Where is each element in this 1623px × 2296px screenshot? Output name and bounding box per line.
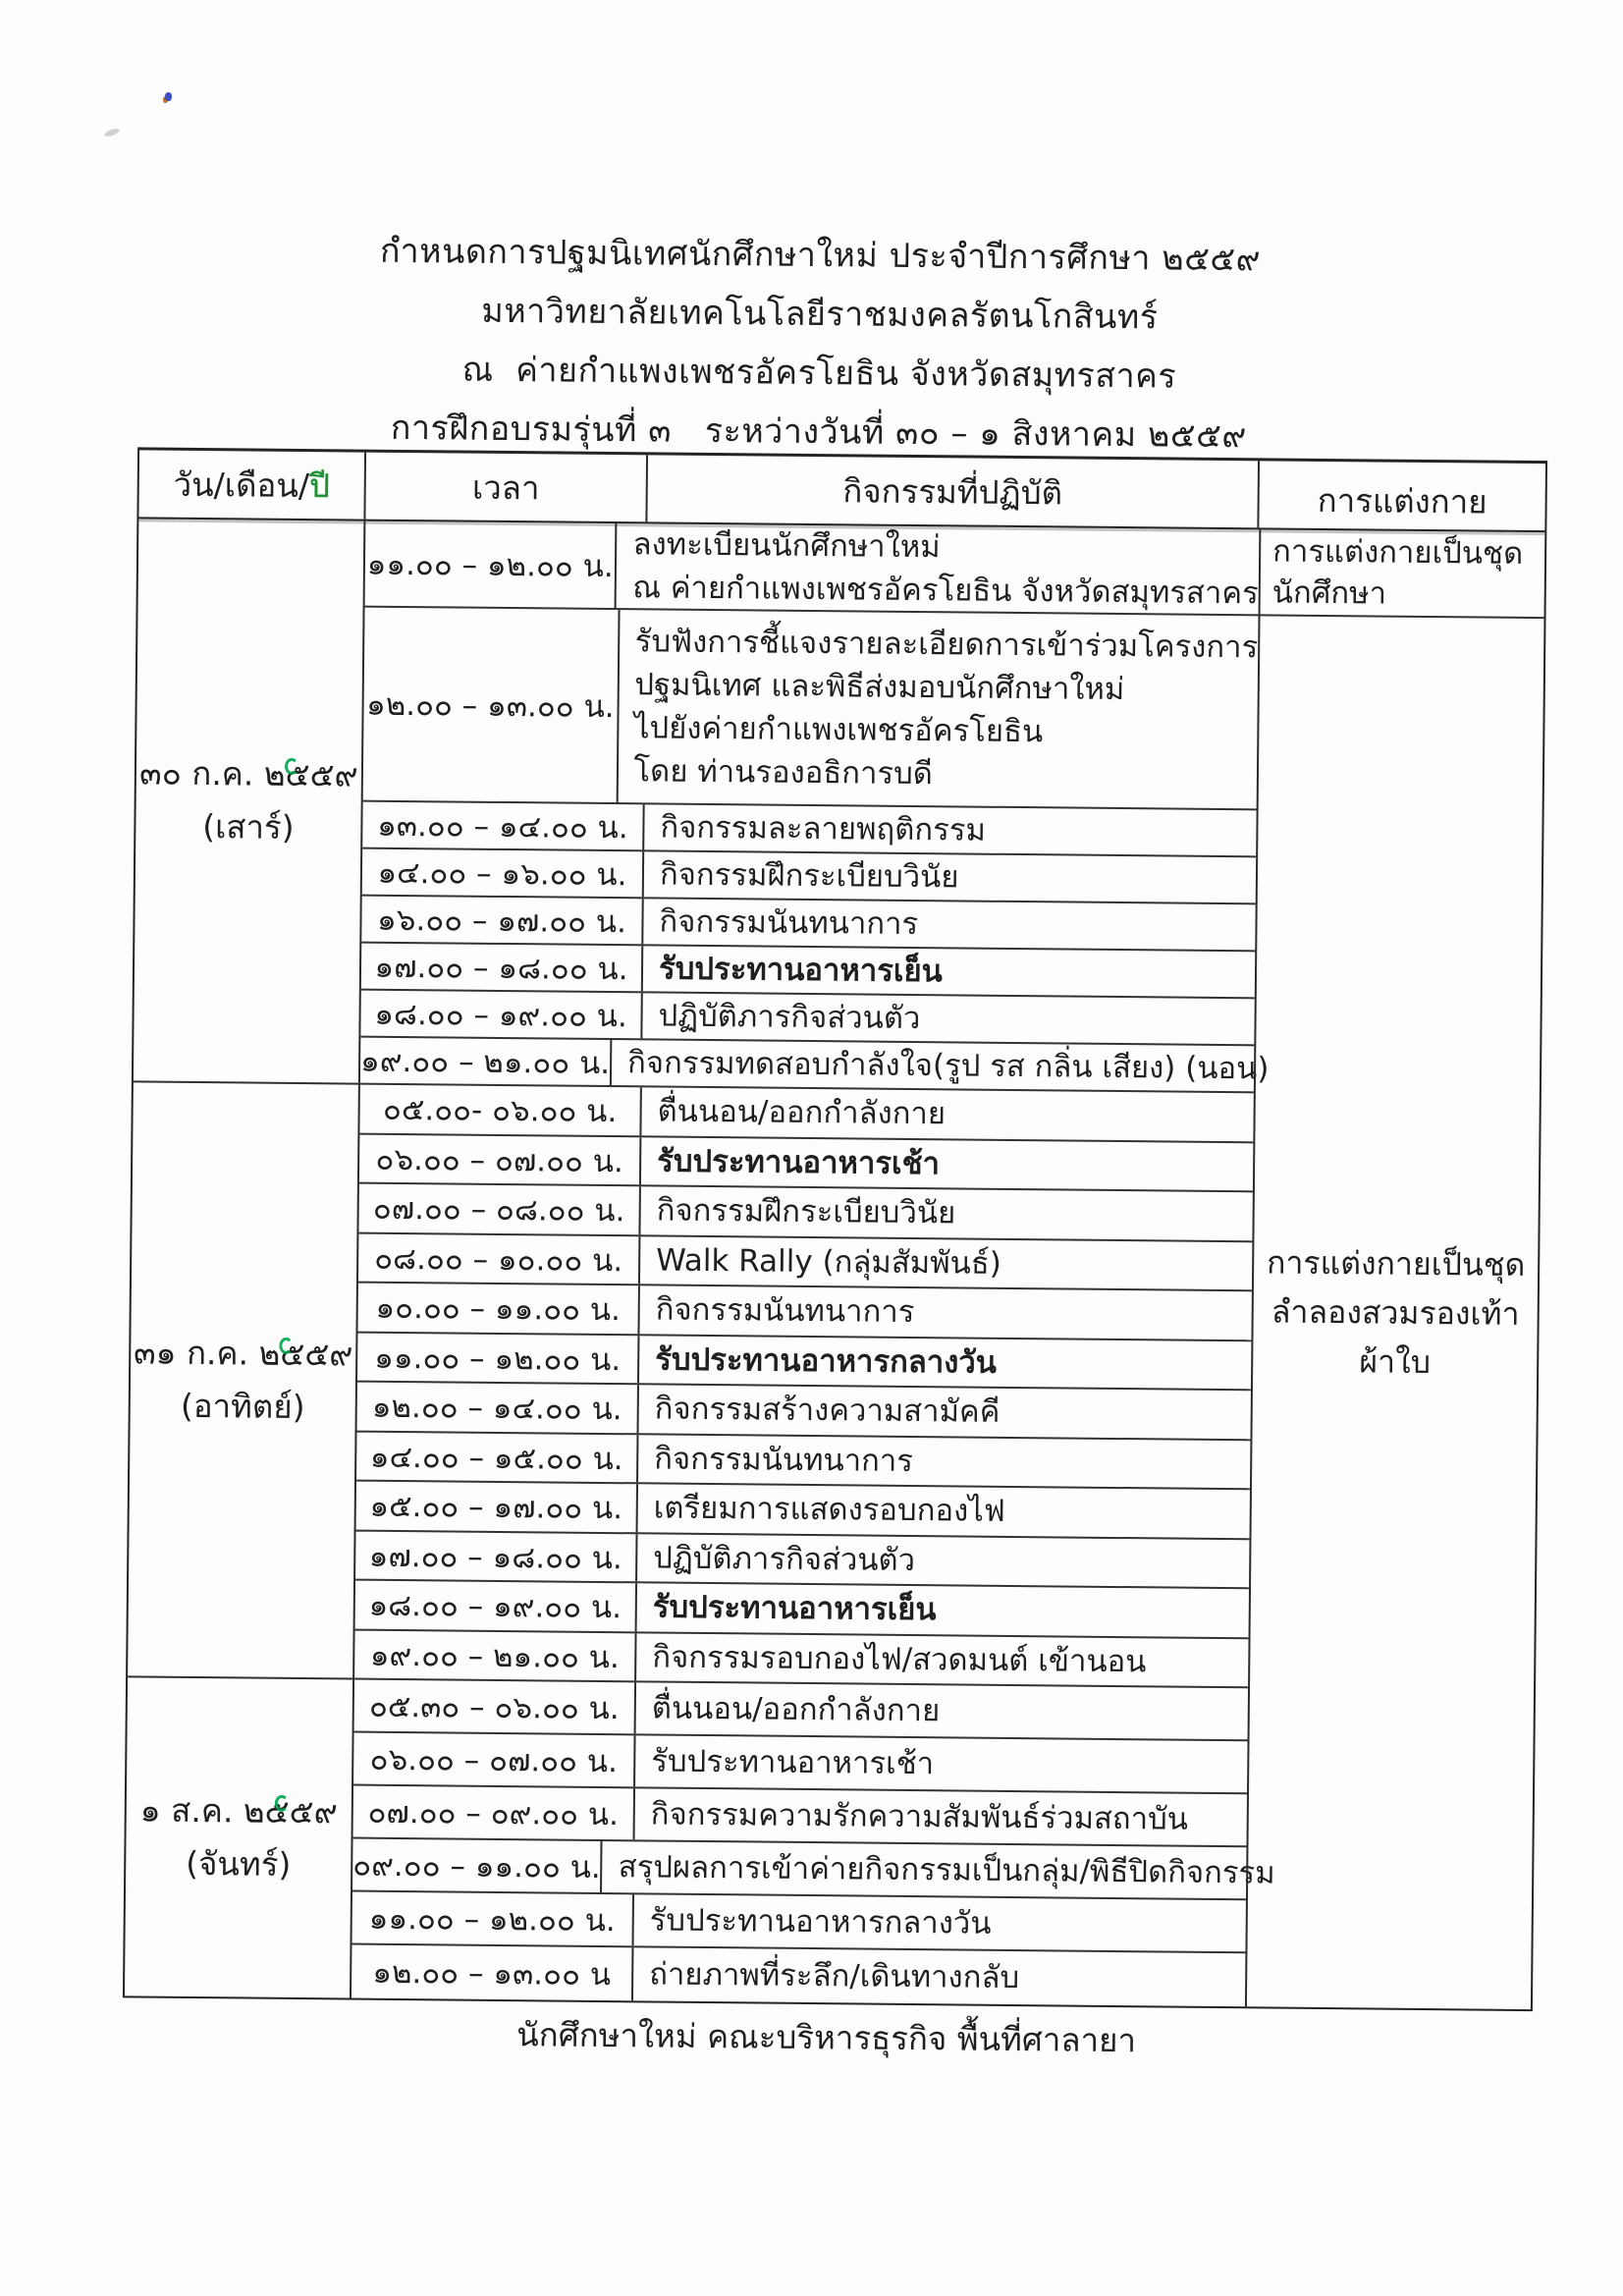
schedule-row	[352, 1839, 1275, 1901]
activity-line: รับประทานอาหารเช้า	[651, 1743, 935, 1782]
title-line-1: กำหนดการปฐมนิเทศนักศึกษาใหม่ ประจำปีการศึกษา ๒๕๕๙	[379, 231, 1262, 280]
time-cell: ๑๕.๐๐ – ๑๗.๐๐ น.	[356, 1482, 638, 1532]
dress-line: ลำลองสวมรองเท้า	[1271, 1292, 1520, 1333]
dress-line: ผ้าใบ	[1359, 1342, 1432, 1382]
activity-line: ปฐมนิเทศ และพิธีส่งมอบนักศึกษาใหม่	[634, 667, 1125, 708]
activity-cell	[636, 1633, 1248, 1686]
time-cell: ๑๙.๐๐ – ๒๑.๐๐ น.	[354, 1630, 636, 1680]
day-weekday: (อาทิตย์)	[180, 1386, 305, 1427]
activity-line: ปฏิบัติภารกิจส่วนตัว	[653, 1540, 916, 1578]
day-cell	[128, 1082, 358, 1679]
header-date-text-green: ปี	[308, 465, 331, 505]
activity-cell	[617, 523, 1259, 614]
schedule-row	[352, 1945, 1245, 2007]
activity-cell	[642, 993, 1254, 1044]
activity-line: กิจกรรมละลายพฤติกรรม	[660, 809, 987, 848]
time-cell: ๑๒.๐๐ – ๑๔.๐๐ น.	[357, 1383, 639, 1433]
activity-cell	[644, 804, 1256, 855]
activity-cell	[639, 1336, 1251, 1389]
activity-line: ณ ค่ายกำแพงเพชรอัครโยธิน จังหวัดสมุทรสาคร	[632, 570, 1259, 612]
time-cell: ๐๖.๐๐ – ๐๗.๐๐ น.	[359, 1134, 641, 1184]
header-date-column	[138, 450, 366, 519]
activity-line: ถ่ายภาพที่ระลึก/เดินทางกลับ	[649, 1956, 1020, 1996]
day-weekday: (จันทร์)	[186, 1843, 292, 1884]
header-dress-column: การแต่งกาย	[1317, 480, 1488, 521]
activity-cell	[638, 1435, 1250, 1488]
time-cell: ๑๗.๐๐ – ๑๘.๐๐ น.	[361, 944, 643, 992]
title-line-3: ณ ค่ายกำแพงเพชรอัครโยธิน จังหวัดสมุทรสาคร	[461, 350, 1177, 397]
schedule-table	[123, 447, 1547, 2011]
time-cell: ๑๐.๐๐ – ๑๑.๐๐ น.	[357, 1284, 639, 1334]
day-column	[125, 519, 365, 1997]
activity-line: ลงทะเบียนนักศึกษาใหม่	[632, 526, 941, 566]
time-cell: ๑๗.๐๐ – ๑๘.๐๐ น.	[355, 1531, 637, 1581]
title-line-2: มหาวิทยาลัยเทคโนโลยีราชมงคลรัตนโกสินทร์	[481, 291, 1159, 338]
activity-line: โดย ท่านรองอธิการบดี	[633, 753, 934, 793]
activity-cell	[639, 1385, 1251, 1438]
time-cell: ๑๑.๐๐ – ๑๒.๐๐ น.	[357, 1333, 639, 1383]
activity-line: กิจกรรมรอบกองไฟ/สวดมนต์ เข้านอน	[652, 1639, 1147, 1680]
activity-cell	[633, 1894, 1245, 1951]
activity-cell	[643, 946, 1255, 997]
day-date: ๑ ส.ค. ๒๕๕๙	[139, 1790, 338, 1831]
schedule-row	[352, 1892, 1245, 1954]
day-cell	[125, 1677, 352, 1997]
header-activity-column: กิจกรรมที่ปฏิบัติ	[647, 455, 1260, 527]
time-cell: ๐๕.๐๐- ๐๖.๐๐ น.	[359, 1085, 641, 1135]
activity-line: รับประทานอาหารเย็น	[652, 1589, 937, 1628]
activity-cell	[640, 1186, 1252, 1239]
activity-cell	[640, 1236, 1252, 1289]
dress-line: การแต่งกายเป็นชุด	[1271, 533, 1524, 572]
activity-line: สรุปผลการเข้าค่ายกิจกรรมเป็นกลุ่ม/พิธีปิดกิจกรรม	[618, 1849, 1275, 1891]
title-line-4: การฝึกอบรมรุ่นที่ ๓ ระหว่างวันที่ ๓๐ – ๑ สิงหาคม ๒๕๕๙	[390, 408, 1247, 457]
time-cell: ๐๖.๐๐ – ๐๗.๐๐ น.	[353, 1733, 635, 1787]
activity-line: รับประทานอาหารกลางวัน	[649, 1902, 992, 1941]
schedule-row	[365, 521, 1260, 617]
activity-cell	[643, 899, 1255, 950]
day-date: ๓๑ ก.ค. ๒๕๕๙	[133, 1333, 353, 1374]
activity-line: รับประทานอาหารเช้า	[656, 1143, 941, 1182]
activity-line: กิจกรรมนันทนาการ	[655, 1291, 915, 1331]
activity-cell	[635, 1735, 1247, 1792]
activity-line: กิจกรรมนันทนาการ	[654, 1441, 914, 1479]
time-cell: ๐๗.๐๐ – ๐๙.๐๐ น.	[353, 1786, 635, 1840]
time-cell: ๑๑.๐๐ – ๑๒.๐๐ น.	[352, 1892, 634, 1946]
time-cell: ๑๙.๐๐ – ๒๑.๐๐ น.	[360, 1038, 612, 1085]
activity-line: เตรียมการแสดงรอบกองไฟ	[653, 1490, 1005, 1530]
time-cell: ๑๘.๐๐ – ๑๙.๐๐ น.	[355, 1581, 637, 1631]
dress-column	[1245, 529, 1544, 2009]
time-cell: ๑๘.๐๐ – ๑๙.๐๐ น.	[360, 991, 642, 1039]
time-cell: ๐๗.๐๐ – ๐๘.๐๐ น.	[358, 1184, 640, 1234]
schedule-row	[353, 1786, 1247, 1848]
dress-line: การแต่งกายเป็นชุด	[1266, 1243, 1526, 1284]
activity-line: ตื่นนอน/ออกกำลังกาย	[657, 1093, 947, 1132]
activity-line: ปฏิบัติภารกิจส่วนตัว	[658, 998, 921, 1037]
schedule-row	[354, 1630, 1248, 1688]
activity-cell	[639, 1285, 1251, 1339]
day-date: ๓๐ ก.ค. ๒๕๕๙	[138, 753, 358, 794]
activity-cell	[637, 1534, 1249, 1587]
activity-line: รับฟังการชี้แจงรายละเอียดการเข้าร่วมโครงการ	[634, 624, 1259, 666]
activity-cell	[638, 1484, 1250, 1537]
day-weekday: (เสาร์)	[202, 807, 295, 847]
activity-cell	[618, 610, 1258, 808]
footer-note: นักศึกษาใหม่ คณะบริหารธุรกิจ พื้นที่ศาลายา	[516, 2015, 1137, 2060]
activity-line: กิจกรรมความรักความสัมพันธ์ร่วมสถาบัน	[650, 1796, 1189, 1837]
dress-cell-student-uniform	[1261, 529, 1545, 619]
activity-line: กิจกรรมนันทนาการ	[659, 903, 919, 943]
time-cell: ๑๒.๐๐ – ๑๓.๐๐ น	[352, 1945, 634, 2001]
schedule-row	[353, 1733, 1247, 1795]
dress-cell-casual	[1247, 616, 1544, 2009]
time-cell: ๑๒.๐๐ – ๑๓.๐๐ น.	[363, 608, 620, 802]
activity-line: ตื่นนอน/ออกกำลังกาย	[651, 1690, 941, 1729]
activity-cell	[636, 1682, 1248, 1739]
time-activity-column	[352, 521, 1275, 2007]
time-cell: ๑๑.๐๐ – ๑๒.๐๐ น.	[365, 521, 618, 608]
time-cell: ๑๖.๐๐ – ๑๗.๐๐ น.	[361, 897, 643, 945]
time-cell: ๐๙.๐๐ – ๑๑.๐๐ น.	[352, 1839, 603, 1892]
activity-line: ไปยังค่ายกำแพงเพชรอัครโยธิน	[633, 710, 1044, 750]
header-date-text: วัน/เดือน/	[173, 465, 310, 505]
dress-line: นักศึกษา	[1271, 574, 1387, 612]
activity-cell	[641, 1087, 1253, 1140]
schedule-row	[354, 1680, 1248, 1742]
activity-line: Walk Rally (กลุ่มสัมพันธ์)	[656, 1242, 1002, 1282]
time-cell: ๐๕.๓๐ – ๐๖.๐๐ น.	[354, 1680, 636, 1734]
schedule-row	[363, 608, 1259, 811]
activity-cell	[637, 1583, 1249, 1636]
time-cell: ๑๔.๐๐ – ๑๖.๐๐ น.	[362, 849, 644, 898]
activity-line: กิจกรรมฝึกระเบียบวินัย	[656, 1192, 956, 1231]
time-cell: ๐๘.๐๐ – ๑๐.๐๐ น.	[358, 1233, 640, 1284]
activity-cell	[602, 1841, 1274, 1899]
document-title-block	[7, 218, 1623, 469]
activity-cell	[633, 1947, 1245, 2006]
activity-cell	[641, 1137, 1253, 1190]
activity-cell	[612, 1040, 1270, 1091]
activity-line: รับประทานอาหารกลางวัน	[655, 1341, 998, 1381]
header-time-column: เวลา	[365, 453, 648, 522]
activity-cell	[644, 851, 1256, 902]
activity-line: กิจกรรมทดสอบกำลังใจ(รูป รส กลิ่น เสียง) (นอน)	[626, 1045, 1270, 1087]
time-cell: ๑๔.๐๐ – ๑๕.๐๐ น.	[356, 1432, 638, 1482]
activity-line: กิจกรรมฝึกระเบียบวินัย	[659, 856, 959, 896]
table-body	[125, 519, 1544, 2009]
activity-cell	[635, 1788, 1247, 1845]
time-cell: ๑๓.๐๐ – ๑๔.๐๐ น.	[362, 802, 644, 850]
activity-line: รับประทานอาหารเย็น	[658, 951, 944, 990]
day-cell	[134, 519, 363, 1084]
activity-line: กิจกรรมสร้างความสามัคคี	[654, 1391, 1001, 1431]
